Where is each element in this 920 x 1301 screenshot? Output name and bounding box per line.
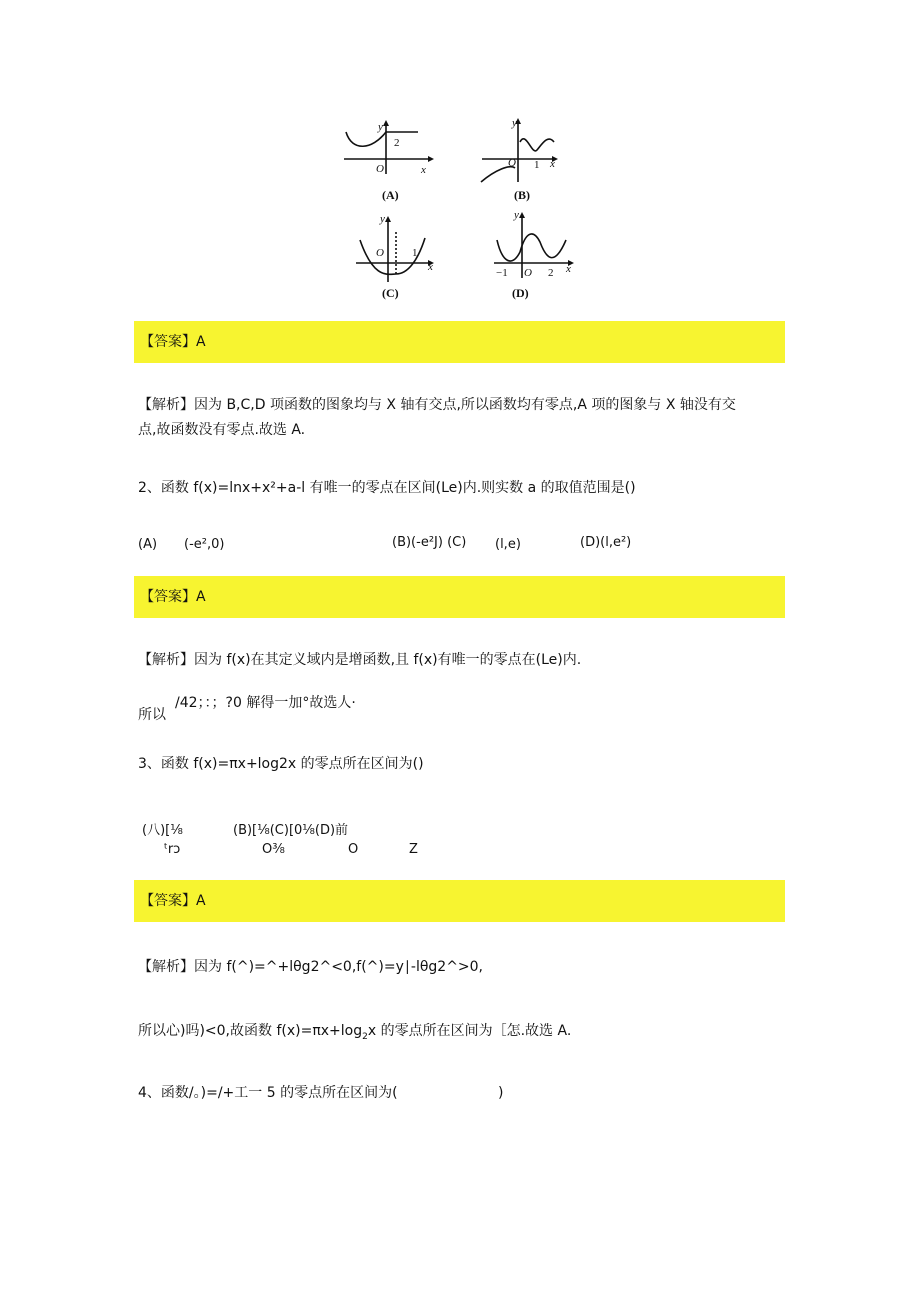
analysis-q1-line1: 【解析】因为 B,C,D 项函数的图象均与 X 轴有交点,所以函数均有零点,A 项的图象与 X 轴没有交 bbox=[138, 397, 736, 413]
question-4: 4、函数/。)=/+工一 5 的零点所在区间为( bbox=[138, 1085, 398, 1101]
answer-highlight-q1 bbox=[134, 321, 785, 363]
graph-b-origin: O bbox=[508, 157, 516, 169]
function-graphs-figure bbox=[330, 112, 580, 307]
answer-q2: 【答案】A bbox=[140, 589, 206, 605]
q3-option-a-sub: ᵗrↄ bbox=[164, 842, 181, 857]
q3-option-a: (八)[⅛ bbox=[142, 823, 183, 838]
graph-d-tick-neg1: −1 bbox=[496, 267, 508, 279]
caption-c: (C) bbox=[382, 286, 399, 300]
caption-d: (D) bbox=[512, 286, 529, 300]
graph-d-tick-2: 2 bbox=[548, 267, 554, 279]
graph-d-y-label: y bbox=[514, 209, 519, 221]
question-3: 3、函数 f(x)=πx+log2x 的零点所在区间为() bbox=[138, 756, 424, 772]
graph-a-y-label: y bbox=[378, 121, 383, 133]
q2-so-prefix: 所以 bbox=[138, 707, 166, 723]
graph-c bbox=[356, 216, 434, 282]
analysis-q3: 【解析】因为 f(^)=^+lθg2^<0,f(^)=y∣-lθg2^>0, bbox=[138, 959, 484, 975]
q3-conclusion bbox=[138, 1022, 571, 1046]
graph-d-x-label: x bbox=[566, 263, 571, 275]
q2-option-b-c: (B)(-e²J) (C) bbox=[392, 535, 467, 550]
graph-b bbox=[481, 118, 558, 182]
answer-highlight-q3 bbox=[134, 880, 785, 922]
graph-c-y-label: y bbox=[380, 213, 385, 225]
q2-so-rest: /42；：；?0 解得一加°故选人· bbox=[175, 695, 356, 711]
answer-q1: 【答案】A bbox=[140, 334, 206, 350]
q3-options-b-c-d: (B)[⅛(C)[0⅛(D)前 bbox=[233, 823, 349, 838]
answer-highlight-q2 bbox=[134, 576, 785, 618]
graph-a-x-label: x bbox=[421, 164, 426, 176]
graph-b-x-label: x bbox=[550, 158, 555, 170]
graph-b-tick: 1 bbox=[534, 159, 540, 171]
question-2: 2、函数 f(x)=lnx+x²+a-l 有唯一的零点在区间(Le)内.则实数 a 的取值范围是() bbox=[138, 480, 636, 496]
q3-option-b-sub: O⅜ bbox=[262, 842, 285, 857]
graph-c-x-label: x bbox=[428, 261, 433, 273]
analysis-q1-line2: 点,故函数没有零点.故选 A. bbox=[138, 422, 306, 438]
q2-option-a-label: (A) bbox=[138, 537, 158, 552]
graph-c-tick: 1 bbox=[412, 247, 418, 259]
q3-conclusion-part1: 所以心)吗)<0,故函数 f(x)=πx+log bbox=[138, 1023, 363, 1039]
q3-conclusion-part2: x 的零点所在区间为［怎.故选 A. bbox=[367, 1023, 572, 1039]
caption-b: (B) bbox=[514, 188, 530, 202]
q3-option-d-sub: Z bbox=[409, 842, 418, 857]
answer-q3: 【答案】A bbox=[140, 893, 206, 909]
q2-option-c-value: (l,e) bbox=[495, 537, 521, 552]
q2-option-a-value: (-e²,0) bbox=[184, 537, 225, 552]
graph-b-y-label: y bbox=[512, 117, 517, 129]
question-4-close-paren: ) bbox=[498, 1085, 504, 1101]
graph-d-origin: O bbox=[524, 267, 532, 279]
q3-conclusion-subscript: 2 bbox=[362, 1031, 368, 1042]
q2-option-d: (D)(l,e²) bbox=[580, 535, 632, 550]
analysis-q2: 【解析】因为 f(x)在其定义域内是增函数,且 f(x)有唯一的零点在(Le)内. bbox=[138, 652, 582, 668]
graph-a-tick: 2 bbox=[394, 137, 400, 149]
graph-c-origin: O bbox=[376, 247, 384, 259]
q3-option-c-sub: O bbox=[348, 842, 359, 857]
graph-a-origin: O bbox=[376, 163, 384, 175]
caption-a: (A) bbox=[382, 188, 399, 202]
